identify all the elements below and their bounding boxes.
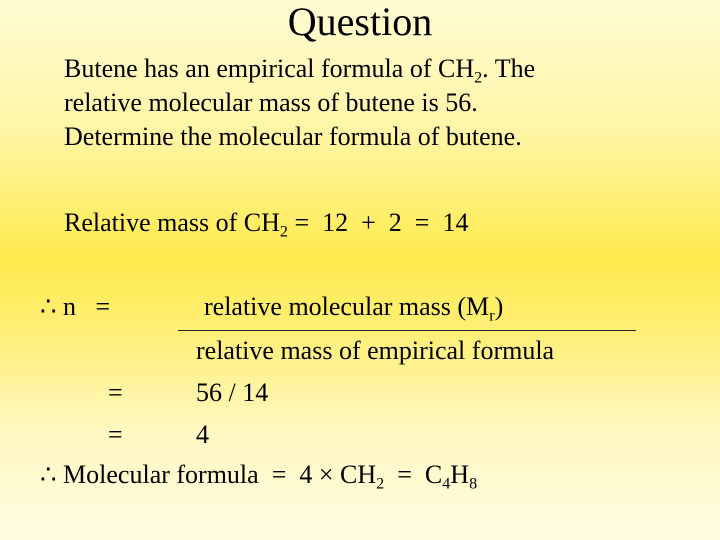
conclusion-subscript-h: 8 [469, 475, 478, 493]
step-2-equals: = [108, 420, 123, 449]
question-line-1 [64, 54, 536, 87]
relative-mass-text: Relative mass of CH [64, 208, 280, 237]
question-line-1-subscript: 2 [474, 69, 483, 87]
step-1-value: 56 / 14 [196, 378, 269, 407]
question-line-1-end: . The [482, 54, 536, 83]
n-equation-lhs: ∴ n = [40, 292, 111, 321]
conclusion-equals-c: = C [384, 460, 443, 489]
conclusion-h: H [450, 460, 470, 489]
step-2-value: 4 [196, 420, 209, 449]
step-1-equals: = [108, 378, 123, 407]
fraction-denominator: relative mass of empirical formula [196, 336, 555, 365]
fraction-bar [178, 330, 636, 331]
numerator-text: relative molecular mass (M [204, 292, 490, 321]
relative-mass-line [64, 208, 469, 241]
relative-mass-subscript: 2 [279, 223, 288, 241]
conclusion-line [40, 460, 478, 493]
fraction-numerator [204, 292, 504, 325]
question-line-2: relative molecular mass of butene is 56. [64, 88, 478, 117]
question-line-3: Determine the molecular formula of butene. [64, 122, 522, 151]
conclusion-subscript-c: 4 [442, 475, 451, 493]
slide-title: Question [287, 0, 433, 44]
question-line-1-text: Butene has an empirical formula of CH [64, 54, 475, 83]
numerator-subscript: r [489, 307, 495, 325]
conclusion-subscript-ch2: 2 [376, 475, 385, 493]
relative-mass-result: = 12 + 2 = 14 [287, 208, 469, 237]
conclusion-text: ∴ Molecular formula = 4 × CH [40, 460, 377, 489]
numerator-close-paren: ) [494, 292, 504, 321]
